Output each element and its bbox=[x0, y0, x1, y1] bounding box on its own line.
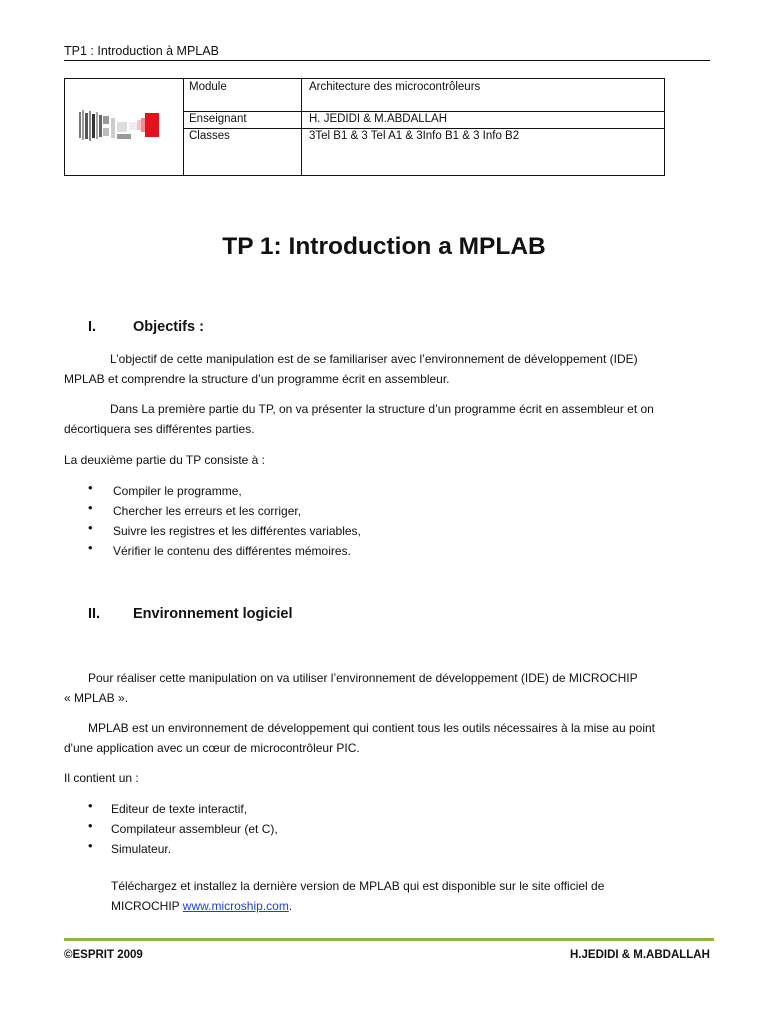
list-item: Compilateur assembleur (et C), bbox=[111, 822, 278, 836]
bullet-icon: • bbox=[88, 838, 93, 853]
info-table bbox=[64, 78, 665, 176]
microchip-link[interactable]: www.microship.com bbox=[182, 899, 289, 913]
teacher-value: H. JEDIDI & M.ABDALLAH bbox=[309, 113, 448, 125]
esprit-logo bbox=[79, 110, 163, 143]
section1-paragraph2-line1: Dans La première partie du TP, on va présenter la structure d’un programme écrit en assembleur et on bbox=[110, 402, 654, 416]
section2-paragraph3: Il contient un : bbox=[64, 771, 139, 785]
list-item: Editeur de texte interactif, bbox=[111, 802, 248, 816]
microchip-text: MICROCHIP bbox=[111, 899, 183, 913]
table-row-divider bbox=[183, 128, 664, 129]
section2-paragraph4-line1: Téléchargez et installez la dernière version de MPLAB qui est disponible sur le site officiel de bbox=[111, 879, 605, 893]
teacher-label: Enseignant bbox=[189, 113, 247, 125]
section2-paragraph2-line2: d'une application avec un cœur de microcontrôleur PIC. bbox=[64, 741, 360, 755]
list-item: Compiler le programme, bbox=[113, 484, 242, 498]
header-rule bbox=[64, 60, 710, 61]
page-title: TP 1: Introduction a MPLAB bbox=[222, 233, 546, 260]
section2-title: Environnement logiciel bbox=[133, 606, 293, 622]
table-divider bbox=[301, 79, 302, 175]
section1-paragraph1-line1: L’objectif de cette manipulation est de se familiariser avec l’environnement de développement (IDE) bbox=[110, 352, 638, 366]
period-text: . bbox=[288, 899, 293, 913]
section2-paragraph2-line1: MPLAB est un environnement de développement qui contient tous les outils nécessaires à la mise au point bbox=[88, 721, 655, 735]
section2-paragraph4-line2 bbox=[111, 896, 292, 916]
section2-number: II. bbox=[88, 606, 101, 622]
footer-authors: H.JEDIDI & M.ABDALLAH bbox=[570, 949, 710, 961]
footer-rule bbox=[64, 938, 714, 941]
section1-paragraph2-line2: décortiquera ses différentes parties. bbox=[64, 422, 255, 436]
bullet-icon: • bbox=[88, 520, 93, 535]
list-item: Vérifier le contenu des différentes mémoires. bbox=[113, 544, 351, 558]
bullet-icon: • bbox=[88, 540, 93, 555]
section1-paragraph3: La deuxième partie du TP consiste à : bbox=[64, 453, 266, 467]
footer-copyright: ©ESPRIT 2009 bbox=[64, 949, 143, 961]
logo-cell bbox=[65, 79, 184, 175]
bullet-icon: • bbox=[88, 818, 93, 833]
section2-paragraph1-line2: « MPLAB ». bbox=[64, 691, 129, 705]
list-item: Chercher les erreurs et les corriger, bbox=[113, 504, 302, 518]
bullet-icon: • bbox=[88, 798, 93, 813]
classes-label: Classes bbox=[189, 130, 230, 142]
module-value: Architecture des microcontrôleurs bbox=[309, 81, 481, 93]
list-item: Suivre les registres et les différentes variables, bbox=[113, 524, 361, 538]
section1-title: Objectifs : bbox=[133, 319, 204, 335]
section2-paragraph1-line1: Pour réaliser cette manipulation on va utiliser l’environnement de développement (IDE) de MICROCHIP bbox=[88, 671, 638, 685]
table-row-divider bbox=[183, 111, 664, 112]
running-header: TP1 : Introduction à MPLAB bbox=[64, 44, 219, 58]
list-item: Simulateur. bbox=[111, 842, 172, 856]
bullet-icon: • bbox=[88, 480, 93, 495]
section1-number: I. bbox=[88, 319, 97, 335]
classes-value: 3Tel B1 & 3 Tel A1 & 3Info B1 & 3 Info B2 bbox=[309, 130, 520, 142]
bullet-icon: • bbox=[88, 500, 93, 515]
module-label: Module bbox=[189, 81, 227, 93]
section1-paragraph1-line2: MPLAB et comprendre la structure d’un programme écrit en assembleur. bbox=[64, 372, 450, 386]
